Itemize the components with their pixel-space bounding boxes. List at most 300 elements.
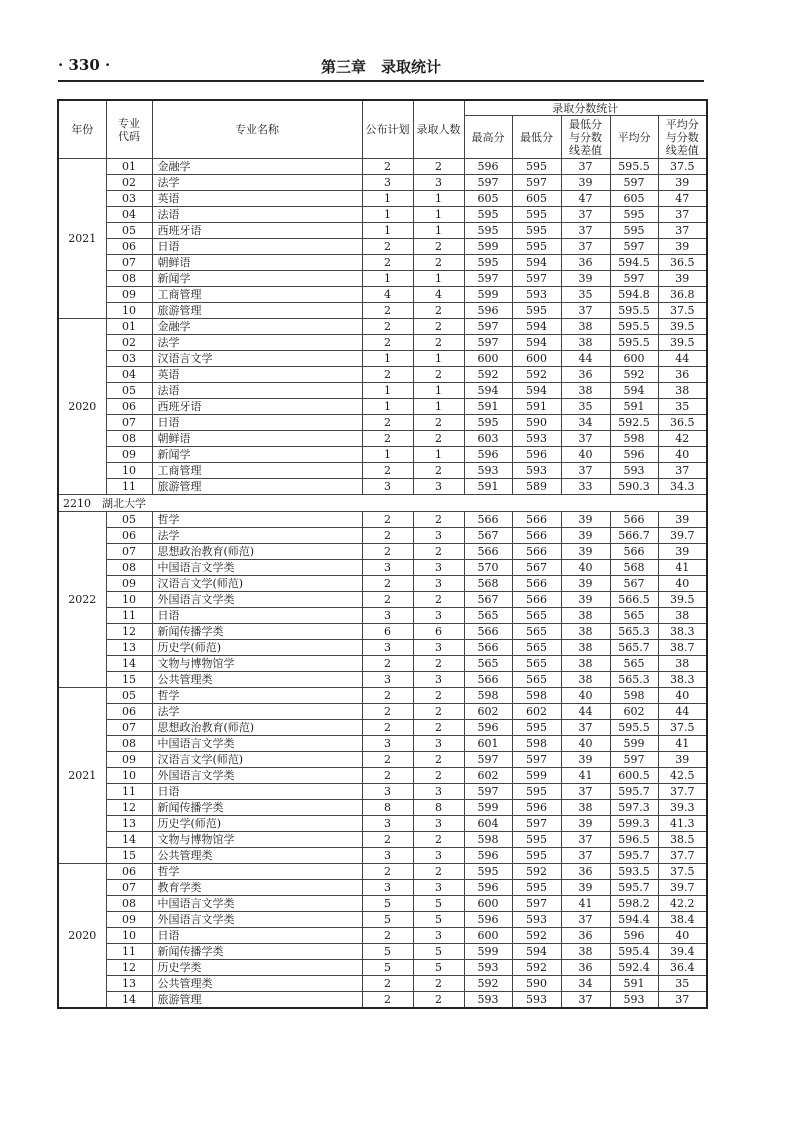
avg-diff-cell: 42 xyxy=(658,431,707,447)
admitted-cell: 2 xyxy=(413,704,464,720)
min-score-cell: 592 xyxy=(512,960,561,976)
min-score-cell: 590 xyxy=(512,976,561,992)
major-cell: 西班牙语 xyxy=(152,223,362,239)
code-cell: 05 xyxy=(106,688,152,704)
avg-diff-cell: 38 xyxy=(658,608,707,624)
max-score-cell: 592 xyxy=(464,976,512,992)
plan-cell: 1 xyxy=(362,191,413,207)
min-score-cell: 565 xyxy=(512,640,561,656)
plan-cell: 2 xyxy=(362,752,413,768)
plan-cell: 6 xyxy=(362,624,413,640)
min-diff-cell: 38 xyxy=(561,624,610,640)
admitted-cell: 2 xyxy=(413,544,464,560)
plan-cell: 3 xyxy=(362,479,413,495)
code-cell: 10 xyxy=(106,592,152,608)
major-cell: 中国语言文学类 xyxy=(152,896,362,912)
avg-diff-cell: 39.3 xyxy=(658,800,707,816)
avg-diff-cell: 38.3 xyxy=(658,624,707,640)
avg-diff-cell: 40 xyxy=(658,576,707,592)
min-diff-cell: 36 xyxy=(561,864,610,880)
code-cell: 05 xyxy=(106,512,152,528)
avg-diff-cell: 37 xyxy=(658,992,707,1009)
min-diff-cell: 38 xyxy=(561,608,610,624)
max-score-cell: 603 xyxy=(464,431,512,447)
min-diff-cell: 37 xyxy=(561,720,610,736)
table-row xyxy=(58,223,707,239)
table-row xyxy=(58,896,707,912)
max-score-cell: 602 xyxy=(464,704,512,720)
avg-diff-cell: 36.8 xyxy=(658,287,707,303)
max-score-cell: 596 xyxy=(464,720,512,736)
table-row xyxy=(58,431,707,447)
avg-score-cell: 565 xyxy=(610,656,658,672)
max-score-cell: 597 xyxy=(464,319,512,335)
min-score-cell: 565 xyxy=(512,624,561,640)
max-score-cell: 566 xyxy=(464,624,512,640)
plan-cell: 2 xyxy=(362,656,413,672)
plan-cell: 1 xyxy=(362,383,413,399)
max-score-cell: 597 xyxy=(464,784,512,800)
table-row xyxy=(58,576,707,592)
code-cell: 07 xyxy=(106,880,152,896)
avg-diff-cell: 37 xyxy=(658,207,707,223)
plan-cell: 3 xyxy=(362,848,413,864)
plan-cell: 2 xyxy=(362,688,413,704)
max-score-cell: 566 xyxy=(464,512,512,528)
admitted-cell: 3 xyxy=(413,816,464,832)
min-diff-cell: 38 xyxy=(561,656,610,672)
table-row xyxy=(58,928,707,944)
min-diff-cell: 37 xyxy=(561,992,610,1009)
code-cell: 14 xyxy=(106,656,152,672)
avg-diff-cell: 39.5 xyxy=(658,319,707,335)
avg-score-cell: 595 xyxy=(610,207,658,223)
min-score-cell: 597 xyxy=(512,752,561,768)
avg-score-cell: 595.5 xyxy=(610,720,658,736)
code-cell: 15 xyxy=(106,848,152,864)
min-diff-cell: 38 xyxy=(561,319,610,335)
plan-cell: 2 xyxy=(362,239,413,255)
admitted-cell: 2 xyxy=(413,992,464,1009)
min-diff-cell: 34 xyxy=(561,976,610,992)
major-cell: 文物与博物馆学 xyxy=(152,656,362,672)
avg-score-cell: 597 xyxy=(610,752,658,768)
max-score-cell: 599 xyxy=(464,287,512,303)
avg-diff-cell: 39.7 xyxy=(658,528,707,544)
major-cell: 法语 xyxy=(152,207,362,223)
code-cell: 12 xyxy=(106,800,152,816)
header-avg-diff xyxy=(658,116,707,159)
avg-score-cell: 594.8 xyxy=(610,287,658,303)
min-score-cell: 602 xyxy=(512,704,561,720)
plan-cell: 3 xyxy=(362,175,413,191)
max-score-cell: 605 xyxy=(464,191,512,207)
min-score-cell: 593 xyxy=(512,463,561,479)
table-row xyxy=(58,976,707,992)
admitted-cell: 3 xyxy=(413,576,464,592)
min-diff-cell: 37 xyxy=(561,832,610,848)
min-score-cell: 599 xyxy=(512,768,561,784)
table-row xyxy=(58,944,707,960)
code-cell: 07 xyxy=(106,255,152,271)
table-row xyxy=(58,191,707,207)
admitted-cell: 8 xyxy=(413,800,464,816)
code-cell: 06 xyxy=(106,528,152,544)
max-score-cell: 593 xyxy=(464,463,512,479)
code-cell: 04 xyxy=(106,367,152,383)
major-cell: 法语 xyxy=(152,383,362,399)
plan-cell: 1 xyxy=(362,223,413,239)
major-cell: 汉语言文学 xyxy=(152,351,362,367)
code-cell: 08 xyxy=(106,431,152,447)
avg-diff-cell: 35 xyxy=(658,976,707,992)
max-score-cell: 570 xyxy=(464,560,512,576)
max-score-cell: 597 xyxy=(464,175,512,191)
admitted-cell: 3 xyxy=(413,784,464,800)
min-score-cell: 567 xyxy=(512,560,561,576)
header-min-diff-line: 最低分 xyxy=(569,117,602,131)
avg-diff-cell: 42.5 xyxy=(658,768,707,784)
avg-diff-cell: 37.7 xyxy=(658,848,707,864)
avg-score-cell: 595.4 xyxy=(610,944,658,960)
code-cell: 03 xyxy=(106,191,152,207)
min-score-cell: 591 xyxy=(512,399,561,415)
header-admitted: 录取人数 xyxy=(413,100,464,159)
admitted-cell: 2 xyxy=(413,592,464,608)
admitted-cell: 1 xyxy=(413,223,464,239)
code-cell: 08 xyxy=(106,560,152,576)
major-cell: 历史学类 xyxy=(152,960,362,976)
header-avg-diff-line: 与分数 xyxy=(665,130,699,144)
code-cell: 10 xyxy=(106,303,152,319)
min-score-cell: 565 xyxy=(512,656,561,672)
max-score-cell: 604 xyxy=(464,816,512,832)
code-cell: 10 xyxy=(106,463,152,479)
admitted-cell: 3 xyxy=(413,479,464,495)
max-score-cell: 593 xyxy=(464,992,512,1009)
avg-diff-cell: 37 xyxy=(658,463,707,479)
table-row xyxy=(58,912,707,928)
min-diff-cell: 39 xyxy=(561,576,610,592)
avg-score-cell: 597 xyxy=(610,175,658,191)
major-cell: 日语 xyxy=(152,239,362,255)
table-row xyxy=(58,415,707,431)
plan-cell: 2 xyxy=(362,255,413,271)
table-row xyxy=(58,736,707,752)
min-score-cell: 598 xyxy=(512,688,561,704)
admitted-cell: 2 xyxy=(413,512,464,528)
min-diff-cell: 38 xyxy=(561,800,610,816)
min-score-cell: 566 xyxy=(512,512,561,528)
code-cell: 10 xyxy=(106,928,152,944)
avg-diff-cell: 39.5 xyxy=(658,335,707,351)
min-score-cell: 595 xyxy=(512,223,561,239)
code-cell: 09 xyxy=(106,576,152,592)
min-score-cell: 592 xyxy=(512,367,561,383)
max-score-cell: 566 xyxy=(464,672,512,688)
min-score-cell: 595 xyxy=(512,784,561,800)
min-diff-cell: 37 xyxy=(561,223,610,239)
admitted-cell: 2 xyxy=(413,319,464,335)
max-score-cell: 596 xyxy=(464,447,512,463)
max-score-cell: 594 xyxy=(464,383,512,399)
table-row xyxy=(58,608,707,624)
code-cell: 08 xyxy=(106,896,152,912)
avg-diff-cell: 39 xyxy=(658,271,707,287)
year-cell: 2022 xyxy=(58,512,106,688)
avg-score-cell: 594 xyxy=(610,383,658,399)
university-row xyxy=(58,495,707,512)
min-score-cell: 566 xyxy=(512,592,561,608)
min-score-cell: 593 xyxy=(512,287,561,303)
min-diff-cell: 33 xyxy=(561,479,610,495)
min-diff-cell: 40 xyxy=(561,736,610,752)
max-score-cell: 595 xyxy=(464,415,512,431)
avg-diff-cell: 39.4 xyxy=(658,944,707,960)
min-diff-cell: 41 xyxy=(561,896,610,912)
plan-cell: 2 xyxy=(362,992,413,1009)
avg-diff-cell: 36.4 xyxy=(658,960,707,976)
table-row xyxy=(58,207,707,223)
header-avg-diff-line: 平均分 xyxy=(665,117,699,131)
admitted-cell: 3 xyxy=(413,672,464,688)
min-diff-cell: 38 xyxy=(561,672,610,688)
header-code xyxy=(106,100,152,159)
major-cell: 教育学类 xyxy=(152,880,362,896)
plan-cell: 5 xyxy=(362,912,413,928)
min-score-cell: 592 xyxy=(512,928,561,944)
avg-diff-cell: 39 xyxy=(658,239,707,255)
year-cell: 2021 xyxy=(58,688,106,864)
avg-score-cell: 593.5 xyxy=(610,864,658,880)
max-score-cell: 598 xyxy=(464,688,512,704)
avg-score-cell: 568 xyxy=(610,560,658,576)
max-score-cell: 566 xyxy=(464,544,512,560)
admitted-cell: 1 xyxy=(413,191,464,207)
table-header xyxy=(58,100,707,159)
min-diff-cell: 36 xyxy=(561,928,610,944)
table-row xyxy=(58,848,707,864)
header-score-group: 录取分数统计 xyxy=(464,100,707,116)
max-score-cell: 591 xyxy=(464,399,512,415)
avg-diff-cell: 47 xyxy=(658,191,707,207)
admitted-cell: 6 xyxy=(413,624,464,640)
avg-diff-cell: 39 xyxy=(658,512,707,528)
admitted-cell: 3 xyxy=(413,175,464,191)
table-row xyxy=(58,800,707,816)
min-diff-cell: 39 xyxy=(561,544,610,560)
plan-cell: 2 xyxy=(362,335,413,351)
avg-diff-cell: 38.3 xyxy=(658,672,707,688)
avg-diff-cell: 35 xyxy=(658,399,707,415)
avg-diff-cell: 41 xyxy=(658,736,707,752)
plan-cell: 5 xyxy=(362,944,413,960)
avg-diff-cell: 39.5 xyxy=(658,592,707,608)
admitted-cell: 2 xyxy=(413,976,464,992)
admitted-cell: 1 xyxy=(413,207,464,223)
max-score-cell: 596 xyxy=(464,912,512,928)
table-row xyxy=(58,319,707,335)
header-code-line: 专业 xyxy=(118,116,140,130)
header-min-diff xyxy=(561,116,610,159)
avg-score-cell: 594.4 xyxy=(610,912,658,928)
admitted-cell: 2 xyxy=(413,463,464,479)
avg-score-cell: 598 xyxy=(610,688,658,704)
major-cell: 金融学 xyxy=(152,319,362,335)
year-cell: 2021 xyxy=(58,159,106,319)
major-cell: 法学 xyxy=(152,175,362,191)
max-score-cell: 597 xyxy=(464,752,512,768)
min-diff-cell: 34 xyxy=(561,415,610,431)
min-diff-cell: 44 xyxy=(561,351,610,367)
plan-cell: 2 xyxy=(362,576,413,592)
max-score-cell: 593 xyxy=(464,960,512,976)
plan-cell: 2 xyxy=(362,159,413,175)
avg-score-cell: 566.7 xyxy=(610,528,658,544)
plan-cell: 2 xyxy=(362,415,413,431)
major-cell: 英语 xyxy=(152,367,362,383)
code-cell: 15 xyxy=(106,672,152,688)
code-cell: 13 xyxy=(106,816,152,832)
avg-diff-cell: 39.7 xyxy=(658,880,707,896)
major-cell: 日语 xyxy=(152,608,362,624)
min-diff-cell: 36 xyxy=(561,255,610,271)
chapter-title: 第三章 录取统计 xyxy=(320,58,441,76)
major-cell: 思想政治教育(师范) xyxy=(152,720,362,736)
min-diff-cell: 39 xyxy=(561,271,610,287)
major-cell: 外国语言文学类 xyxy=(152,768,362,784)
plan-cell: 2 xyxy=(362,768,413,784)
major-cell: 哲学 xyxy=(152,688,362,704)
admitted-cell: 5 xyxy=(413,912,464,928)
max-score-cell: 596 xyxy=(464,303,512,319)
avg-score-cell: 605 xyxy=(610,191,658,207)
header-year: 年份 xyxy=(58,100,106,159)
min-score-cell: 596 xyxy=(512,447,561,463)
max-score-cell: 595 xyxy=(464,207,512,223)
avg-score-cell: 591 xyxy=(610,399,658,415)
min-score-cell: 597 xyxy=(512,896,561,912)
plan-cell: 1 xyxy=(362,207,413,223)
avg-score-cell: 592 xyxy=(610,367,658,383)
avg-score-cell: 596.5 xyxy=(610,832,658,848)
plan-cell: 5 xyxy=(362,960,413,976)
plan-cell: 1 xyxy=(362,351,413,367)
year-cell: 2020 xyxy=(58,864,106,1009)
min-diff-cell: 38 xyxy=(561,944,610,960)
plan-cell: 2 xyxy=(362,704,413,720)
table-row xyxy=(58,287,707,303)
code-cell: 07 xyxy=(106,544,152,560)
avg-diff-cell: 41.3 xyxy=(658,816,707,832)
major-cell: 旅游管理 xyxy=(152,479,362,495)
plan-cell: 3 xyxy=(362,608,413,624)
admitted-cell: 2 xyxy=(413,239,464,255)
admitted-cell: 1 xyxy=(413,271,464,287)
avg-diff-cell: 36.5 xyxy=(658,415,707,431)
min-diff-cell: 36 xyxy=(561,960,610,976)
avg-score-cell: 595.5 xyxy=(610,159,658,175)
major-cell: 新闻传播学类 xyxy=(152,800,362,816)
avg-diff-cell: 38 xyxy=(658,656,707,672)
min-diff-cell: 47 xyxy=(561,191,610,207)
min-diff-cell: 39 xyxy=(561,175,610,191)
table-row xyxy=(58,463,707,479)
plan-cell: 2 xyxy=(362,544,413,560)
major-cell: 法学 xyxy=(152,335,362,351)
admitted-cell: 1 xyxy=(413,383,464,399)
header-min: 最低分 xyxy=(512,116,561,159)
min-score-cell: 589 xyxy=(512,479,561,495)
max-score-cell: 601 xyxy=(464,736,512,752)
code-cell: 11 xyxy=(106,479,152,495)
min-score-cell: 594 xyxy=(512,319,561,335)
max-score-cell: 567 xyxy=(464,592,512,608)
min-diff-cell: 37 xyxy=(561,463,610,479)
avg-score-cell: 595.7 xyxy=(610,848,658,864)
major-cell: 哲学 xyxy=(152,512,362,528)
max-score-cell: 568 xyxy=(464,576,512,592)
code-cell: 06 xyxy=(106,704,152,720)
avg-diff-cell: 41 xyxy=(658,560,707,576)
avg-score-cell: 598 xyxy=(610,431,658,447)
min-score-cell: 595 xyxy=(512,848,561,864)
major-cell: 公共管理类 xyxy=(152,672,362,688)
avg-score-cell: 596 xyxy=(610,928,658,944)
admitted-cell: 3 xyxy=(413,528,464,544)
admitted-cell: 2 xyxy=(413,303,464,319)
code-cell: 02 xyxy=(106,175,152,191)
code-cell: 07 xyxy=(106,720,152,736)
major-cell: 法学 xyxy=(152,528,362,544)
avg-score-cell: 567 xyxy=(610,576,658,592)
min-score-cell: 595 xyxy=(512,832,561,848)
avg-diff-cell: 42.2 xyxy=(658,896,707,912)
admitted-cell: 3 xyxy=(413,880,464,896)
min-diff-cell: 37 xyxy=(561,912,610,928)
plan-cell: 3 xyxy=(362,880,413,896)
major-cell: 日语 xyxy=(152,415,362,431)
min-score-cell: 594 xyxy=(512,335,561,351)
major-cell: 日语 xyxy=(152,784,362,800)
max-score-cell: 600 xyxy=(464,928,512,944)
code-cell: 14 xyxy=(106,992,152,1009)
min-diff-cell: 38 xyxy=(561,383,610,399)
min-score-cell: 595 xyxy=(512,880,561,896)
plan-cell: 2 xyxy=(362,319,413,335)
plan-cell: 2 xyxy=(362,976,413,992)
table-body-previous-university xyxy=(58,159,707,495)
table-row xyxy=(58,512,707,528)
avg-diff-cell: 38.7 xyxy=(658,640,707,656)
min-score-cell: 597 xyxy=(512,271,561,287)
avg-diff-cell: 37.5 xyxy=(658,159,707,175)
major-cell: 金融学 xyxy=(152,159,362,175)
min-score-cell: 592 xyxy=(512,864,561,880)
avg-score-cell: 596 xyxy=(610,447,658,463)
min-score-cell: 605 xyxy=(512,191,561,207)
plan-cell: 2 xyxy=(362,592,413,608)
min-diff-cell: 37 xyxy=(561,431,610,447)
table-row xyxy=(58,159,707,175)
max-score-cell: 602 xyxy=(464,768,512,784)
min-score-cell: 566 xyxy=(512,528,561,544)
header-avg: 平均分 xyxy=(610,116,658,159)
plan-cell: 3 xyxy=(362,672,413,688)
avg-score-cell: 565.3 xyxy=(610,672,658,688)
table-row xyxy=(58,303,707,319)
avg-score-cell: 592.5 xyxy=(610,415,658,431)
